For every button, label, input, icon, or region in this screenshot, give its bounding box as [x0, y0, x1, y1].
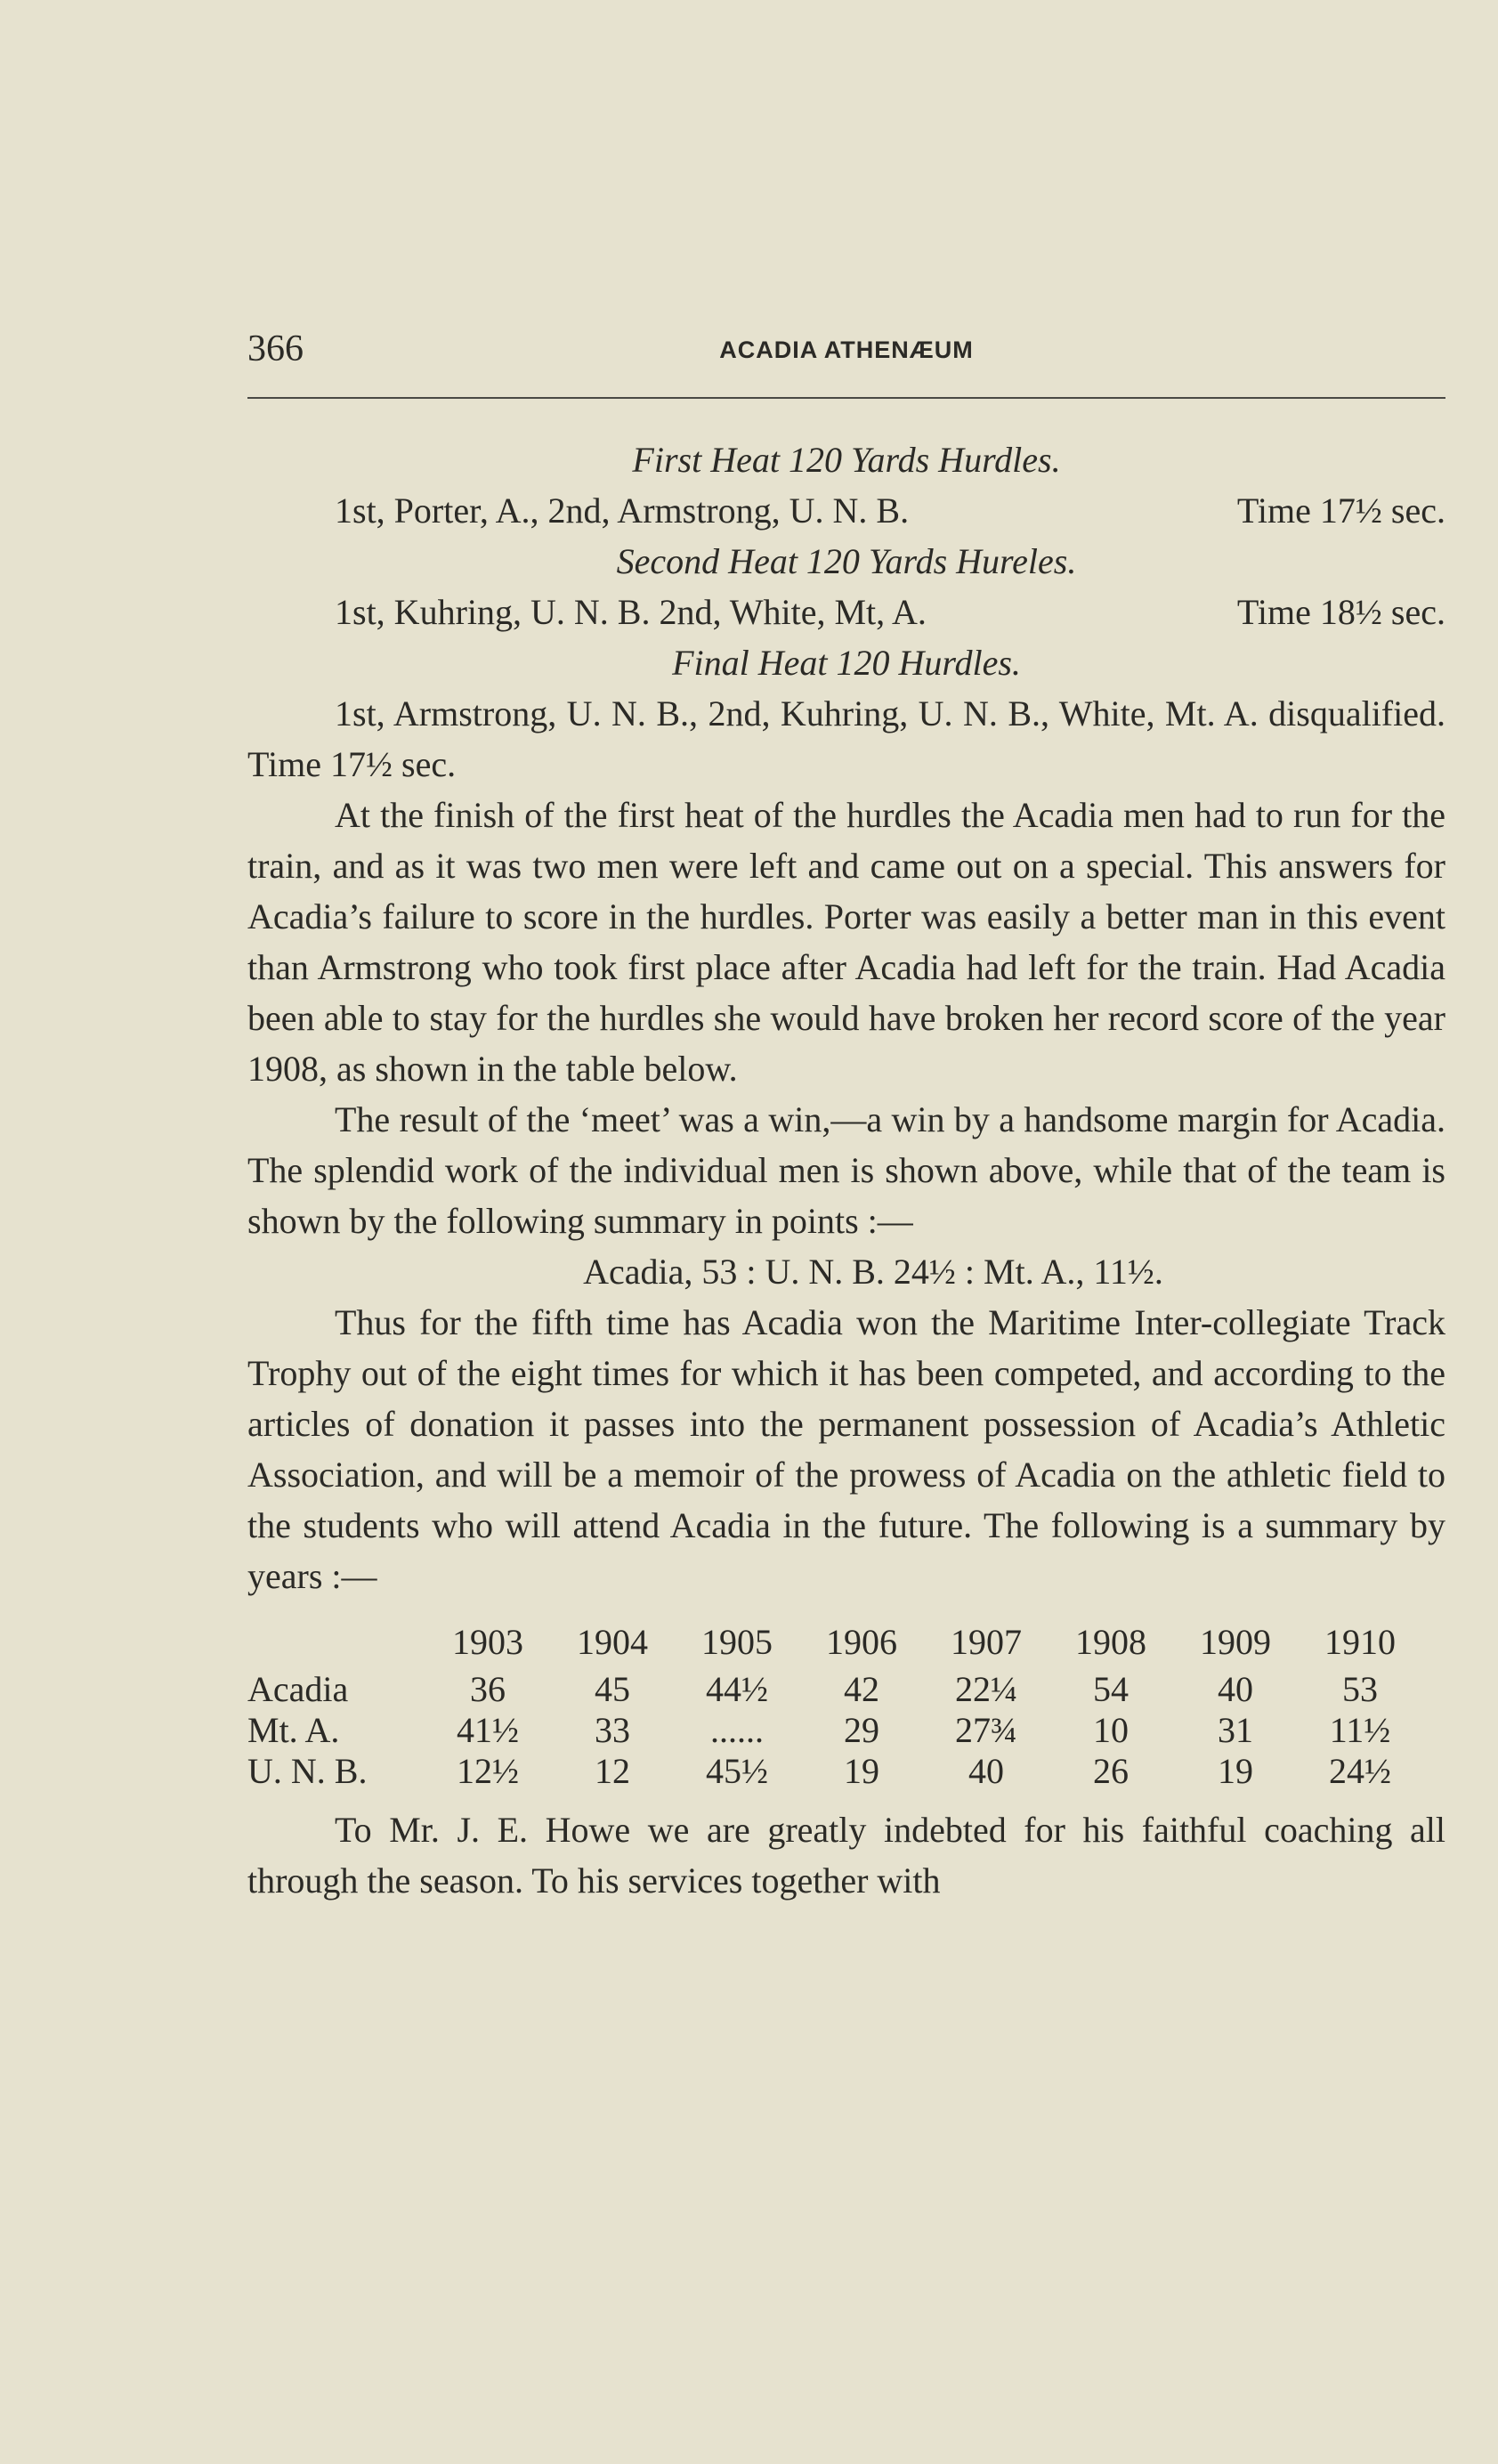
table-cell: 31 — [1218, 1710, 1253, 1750]
year-header: 1907 — [951, 1621, 1022, 1662]
event-result-2 — [247, 587, 1445, 637]
year-header: 1903 — [452, 1621, 523, 1662]
table-cell: 24½ — [1329, 1751, 1391, 1791]
table-cell: 12 — [595, 1751, 630, 1791]
year-header: 1906 — [826, 1621, 897, 1662]
paragraph-result: The result of the ‘meet’ was a win,—a win by a handsome margin for Acadia. The splendid work of the individual men is shown above, while that of the team is shown by the following summary in points :— — [247, 1099, 1445, 1241]
event-heading-3: Final Heat 120 Hurdles. — [672, 643, 1021, 683]
table-cell: 12½ — [457, 1751, 519, 1791]
year-header: 1908 — [1075, 1621, 1146, 1662]
year-header: 1909 — [1200, 1621, 1271, 1662]
year-header: 1904 — [577, 1621, 648, 1662]
paragraph-hurdles: At the finish of the first heat of the hurdles the Acadia men had to run for the train, and as it was two men were left and came out on a special. This answers for Acadia’s failure to score in the hurdles. Porter was easily a better man in this event than Armstrong who took first place after Acadia had left for the train. Had Acadia been able to stay for the hurdles she would have broken her record score of the year 1908, as shown in the table below. — [247, 795, 1445, 1089]
table-cell: 45½ — [706, 1751, 768, 1791]
table-cell: 11½ — [1329, 1710, 1391, 1750]
table-cell: 33 — [595, 1710, 630, 1750]
table-cell: 45 — [595, 1669, 630, 1709]
table-row — [247, 1669, 1422, 1710]
table-corner — [247, 1614, 425, 1669]
year-header: 1905 — [701, 1621, 773, 1662]
table-cell: 40 — [968, 1751, 1004, 1791]
table-cell: 22¼ — [955, 1669, 1017, 1709]
score-summary: Acadia, 53 : U. N. B. 24½ : Mt. A., 11½. — [583, 1252, 1163, 1292]
page-content — [247, 434, 1445, 1906]
table-row — [247, 1710, 1422, 1751]
event-time: Time 18½ sec. — [1236, 592, 1445, 632]
header-rule — [247, 397, 1445, 399]
event-heading-1: First Heat 120 Yards Hurdles. — [632, 440, 1061, 480]
summary-by-years-table — [247, 1614, 1422, 1792]
row-label: U. N. B. — [247, 1751, 368, 1791]
event-result-text: 1st, Porter, A., 2nd, Armstrong, U. N. B. — [335, 490, 910, 531]
event-time: Time 17½ sec. — [1236, 490, 1445, 531]
table-cell: 54 — [1093, 1669, 1129, 1709]
table-cell: 27¾ — [955, 1710, 1017, 1750]
event-heading-2: Second Heat 120 Yards Hureles. — [616, 541, 1077, 581]
table-cell: 40 — [1218, 1669, 1253, 1709]
paragraph-coaching: To Mr. J. E. Howe we are greatly indebted for his faithful coaching all through the season. To his services together with — [247, 1810, 1445, 1901]
table-cell: 10 — [1093, 1710, 1129, 1750]
table-header-row — [247, 1614, 1422, 1669]
event-result-1 — [247, 485, 1445, 536]
table-cell: 36 — [470, 1669, 506, 1709]
table-row — [247, 1751, 1422, 1792]
running-title: ACADIA ATHENÆUM — [719, 336, 974, 363]
paragraph-trophy: Thus for the fifth time has Acadia won the Maritime Inter-collegiate Track Trophy out of the eight times for which it has been competed, and according to the articles of donation it passes into the permanent possession of Acadia’s Athletic Association, and will be a memoir of the prowess of Acadia on the athletic field to the students who will attend Acadia in the future. The following is a summary by years :— — [247, 1302, 1445, 1596]
page-header — [247, 328, 1445, 372]
event-result-text: 1st, Kuhring, U. N. B. 2nd, White, Mt, A. — [335, 592, 927, 632]
table-cell: 29 — [844, 1710, 879, 1750]
row-label: Mt. A. — [247, 1710, 340, 1750]
event-result-3: 1st, Armstrong, U. N. B., 2nd, Kuhring, U. N. B., White, Mt. A. disqualified. Time 17½ sec. — [247, 693, 1445, 784]
row-label: Acadia — [247, 1669, 349, 1709]
year-header: 1910 — [1324, 1621, 1396, 1662]
table-cell: 41½ — [457, 1710, 519, 1750]
table-cell: 26 — [1093, 1751, 1129, 1791]
page-number: 366 — [247, 328, 304, 369]
table-cell: ...... — [710, 1710, 764, 1750]
table-cell: 42 — [844, 1669, 879, 1709]
table-cell: 53 — [1342, 1669, 1378, 1709]
table-cell: 19 — [844, 1751, 879, 1791]
table-cell: 19 — [1218, 1751, 1253, 1791]
table-cell: 44½ — [706, 1669, 768, 1709]
